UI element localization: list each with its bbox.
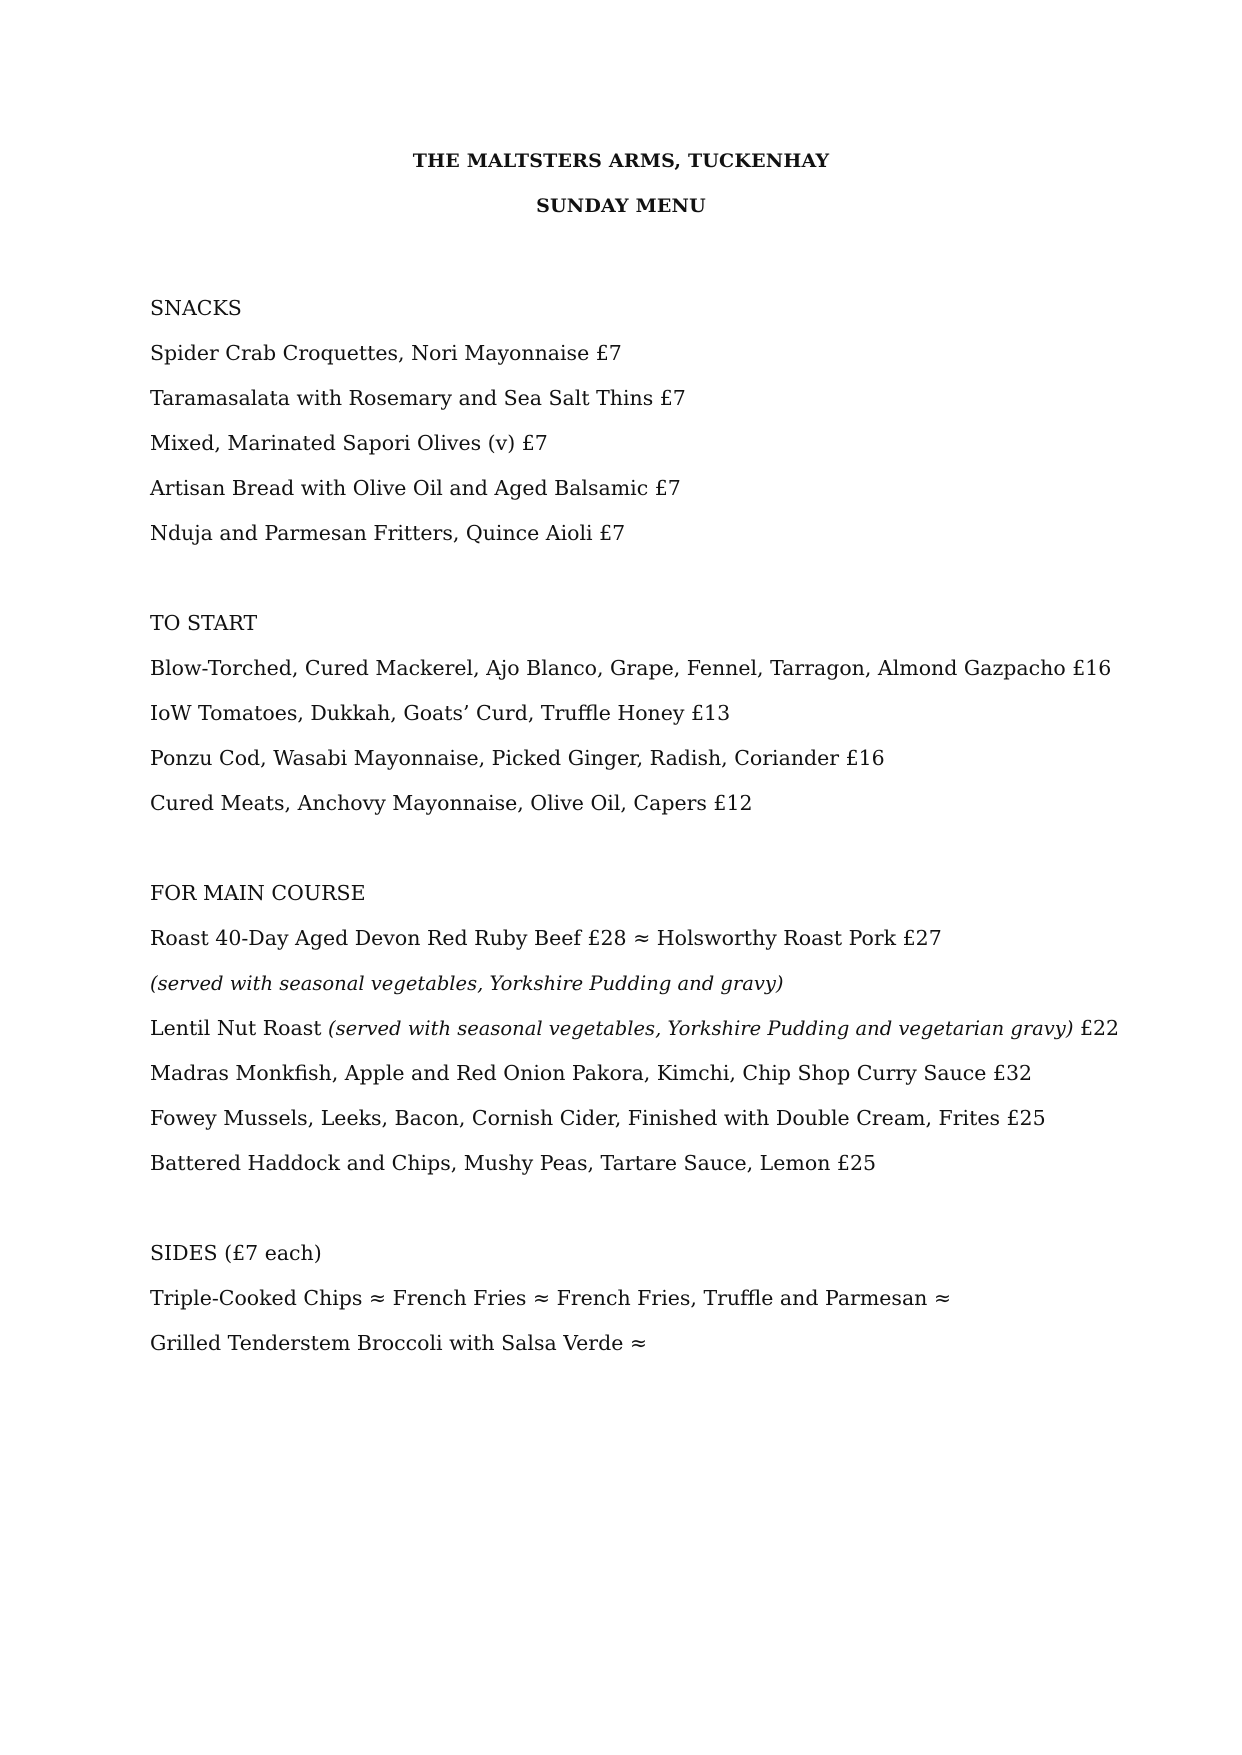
menu-item-note: (served with seasonal vegetables, Yorkshire Pudding and gravy) xyxy=(150,972,784,995)
menu-item-roast: Roast 40-Day Aged Devon Red Ruby Beef £28 ≈ Holsworthy Roast Pork £27 xyxy=(150,926,942,950)
menu-item: Battered Haddock and Chips, Mushy Peas, Tartare Sauce, Lemon £25 xyxy=(150,1151,877,1175)
section-heading: FOR MAIN COURSE xyxy=(150,881,366,905)
section-heading: SIDES (£7 each) xyxy=(150,1241,322,1265)
menu-content xyxy=(150,286,1170,1366)
menu-item-nut-roast xyxy=(150,1006,1170,1051)
section-spacer xyxy=(150,1186,1170,1231)
menu-item: Artisan Bread with Olive Oil and Aged Balsamic £7 xyxy=(150,476,681,500)
menu-item-price: £22 xyxy=(1073,1016,1120,1040)
menu-item-name: Lentil Nut Roast xyxy=(150,1016,328,1040)
menu-item: Mixed, Marinated Sapori Olives (v) £7 xyxy=(150,431,548,455)
menu-item: Spider Crab Croquettes, Nori Mayonnaise £7 xyxy=(150,341,622,365)
section-heading: SNACKS xyxy=(150,296,242,320)
menu-item: Ponzu Cod, Wasabi Mayonnaise, Picked Ginger, Radish, Coriander £16 xyxy=(150,746,885,770)
menu-item: Nduja and Parmesan Fritters, Quince Aioli £7 xyxy=(150,521,626,545)
section-snacks xyxy=(150,286,1170,556)
menu-item: Blow-Torched, Cured Mackerel, Ajo Blanco, Grape, Fennel, Tarragon, Almond Gazpacho £16 xyxy=(150,656,1112,680)
page-subtitle: SUNDAY MENU xyxy=(536,195,706,217)
section-heading: TO START xyxy=(150,611,258,635)
section-spacer xyxy=(150,556,1170,601)
page-title: THE MALTSTERS ARMS, TUCKENHAY xyxy=(412,150,830,172)
menu-item: Taramasalata with Rosemary and Sea Salt Thins £7 xyxy=(150,386,686,410)
menu-item: Triple-Cooked Chips ≈ French Fries ≈ French Fries, Truffle and Parmesan ≈ xyxy=(150,1286,952,1310)
menu-item: Madras Monkfish, Apple and Red Onion Pakora, Kimchi, Chip Shop Curry Sauce £32 xyxy=(150,1061,1033,1085)
menu-item-note: (served with seasonal vegetables, Yorkshire Pudding and vegetarian gravy) xyxy=(327,1017,1074,1040)
menu-item: IoW Tomatoes, Dukkah, Goats’ Curd, Truffle Honey £13 xyxy=(150,701,731,725)
menu-item: Fowey Mussels, Leeks, Bacon, Cornish Cider, Finished with Double Cream, Frites £25 xyxy=(150,1106,1046,1130)
section-spacer xyxy=(150,826,1170,871)
menu-item: Cured Meats, Anchovy Mayonnaise, Olive Oil, Capers £12 xyxy=(150,791,753,815)
section-to-start xyxy=(150,601,1170,826)
section-main-course xyxy=(150,871,1170,1186)
section-sides xyxy=(150,1231,1170,1366)
menu-item: Grilled Tenderstem Broccoli with Salsa Verde ≈ xyxy=(150,1331,648,1355)
